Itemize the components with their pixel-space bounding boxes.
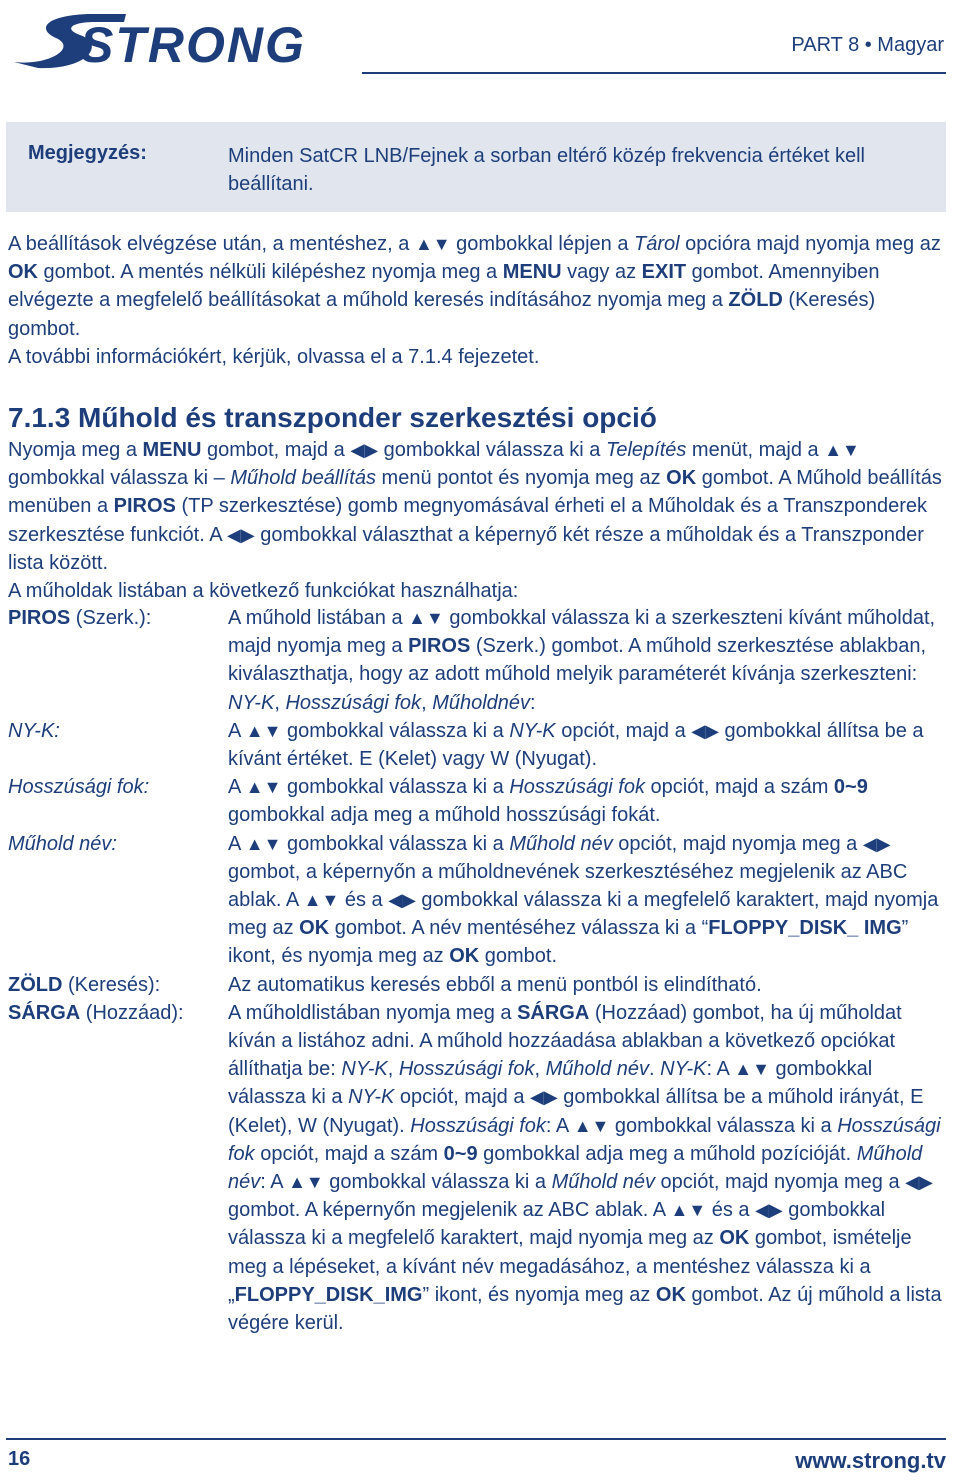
def-desc-sarga: A műholdlistában nyomja meg a SÁRGA (Hozzáad) gombot, ha új műholdat kíván a listához adni. A műhold hozzáadása ablakban a következő opciókat állíthatja be: NY-K, Hosszúsági fok, Műhold név. NY-K: A ▲▼ gombokkal válassza ki a NY-K opciót, majd a ◀▶ gombokkal állítsa be a műhold irányát, E (Kelet), W (Nyugat). Hosszúsági fok: A ▲▼ gombokkal válassza ki a Hosszúsági fok opciót, majd a szám 0~9 gombokkal adja meg a műhold pozícióját. Műhold név: A ▲▼ gombokkal válassza ki a Műhold név opciót, majd nyomja meg a ◀▶ gombot. A képernyőn megjelenik az ABC ablak. A ▲▼ és a ◀▶ gombokkal válassza ki a megfelelő karaktert, majd nyomja meg az OK gombot, ismételje meg a lépéseket, a kívánt név megadásához, a mentéshez válassza ki a „FLOPPY_DISK_IMG” ikont, és nyomja meg az OK gombot. Az új műhold a lista végére kerül. xyxy=(228,1001,942,1335)
def-desc-piros: A műhold listában a ▲▼ gombokkal válassza ki a szerkeszteni kívánt műholdat, majd nyomja meg a PIROS (Szerk.) gombot. A műhold szerkesztése ablakban, kiválaszthatja, hogy az adott műhold melyik paraméterét kívánja szerkeszteni: NY-K, Hosszúsági fok, Műholdnév: xyxy=(228,607,936,714)
up-down-arrows-icon: ▲▼ xyxy=(414,234,451,254)
def-row-zold xyxy=(8,971,948,999)
up-down-arrows-icon: ▲▼ xyxy=(670,1200,707,1221)
edit-intro-paragraph: Nyomja meg a MENU gombot, majd a ◀▶ gombokkal válassza ki a Telepítés menüt, majd a ▲▼ gombokkal válassza ki – Műhold beállítás menü pontot és nyomja meg az OK gombot. A Műhold beállítás menüben a PIROS (TP szerkesztése) gomb megnyomásával érheti el a Műholdak és a Transzponderek szerkesztése funkciót. A ◀▶ gombokkal választhat a képernyő két része a műholdak és a Transzponder lista között. A műholdak listában a következő funkciókat használhatja: xyxy=(8,439,942,603)
def-term-hosszusagi-fok: Hosszúsági fok: xyxy=(8,776,150,799)
def-row-hosszusagi-fok xyxy=(8,773,948,829)
up-down-arrows-icon: ▲▼ xyxy=(303,890,340,911)
def-term-piros: PIROS (Szerk.): xyxy=(8,607,152,629)
def-desc-zold: Az automatikus keresés ebből a menü pontból is elindítható. xyxy=(228,973,762,996)
def-desc-muhold-nev: A ▲▼ gombokkal válassza ki a Műhold név opciót, majd nyomja meg a ◀▶ gombot, a képernyőn a műholdnevének szerkesztéséhez megjelenik az ABC ablak. A ▲▼ és a ◀▶ gombokkal válassza ki a megfelelő karaktert, majd nyomja meg az OK gombot. A név mentéséhez válassza ki a “FLOPPY_DISK_ IMG” ikont, és nyomja meg az OK gombot. xyxy=(228,832,939,968)
def-desc-hosszusagi-fok: A ▲▼ gombokkal válassza ki a Hosszúsági fok opciót, majd a szám 0~9 gombokkal adja meg a műhold hosszúsági fokát. xyxy=(228,776,868,827)
section-label: PART 8 • Magyar xyxy=(791,34,944,56)
website-link[interactable]: www.strong.tv xyxy=(795,1448,946,1473)
left-right-arrows-icon: ◀▶ xyxy=(862,833,891,854)
function-definition-list xyxy=(8,604,948,1337)
logo-wordmark: STRONG xyxy=(80,17,306,70)
def-row-nyk xyxy=(8,717,948,773)
up-down-arrows-icon: ▲▼ xyxy=(245,777,282,798)
def-term-nyk: NY-K: xyxy=(8,719,60,742)
up-down-arrows-icon: ▲▼ xyxy=(573,1115,610,1136)
up-down-arrows-icon: ▲▼ xyxy=(408,608,444,628)
left-right-arrows-icon: ◀▶ xyxy=(905,1172,933,1193)
note-box xyxy=(6,122,946,212)
def-desc-nyk: A ▲▼ gombokkal válassza ki a NY-K opciót, majd a ◀▶ gombokkal állítsa be a kívánt értéket. E (Kelet) vagy W (Nyugat). xyxy=(228,719,924,771)
up-down-arrows-icon: ▲▼ xyxy=(734,1059,770,1080)
def-row-muhold-nev xyxy=(8,830,948,971)
def-term-zold: ZÖLD (Keresés): xyxy=(8,973,161,996)
header-divider xyxy=(362,72,946,74)
left-right-arrows-icon: ◀▶ xyxy=(227,524,255,545)
footer-divider xyxy=(6,1438,946,1440)
note-label: Megjegyzés: xyxy=(28,142,147,164)
left-right-arrows-icon: ◀▶ xyxy=(691,720,719,741)
def-row-piros xyxy=(8,604,948,717)
def-term-sarga: SÁRGA (Hozzáad): xyxy=(8,1001,184,1024)
save-instructions-paragraph: A beállítások elvégzése után, a mentéshez, a ▲▼ gombokkal lépjen a Tárol opcióra majd nyomja meg az OK gombot. A mentés nélküli kilépéshez nyomja meg a MENU vagy az EXIT gombot. Amennyiben elvégezte a megfelelő beállításokat a műhold keresés indításához nyomja meg a ZÖLD (Keresés) gombot. A további információkért, kérjük, olvassa el a 7.1.4 fejezetet. xyxy=(8,233,941,368)
def-row-sarga xyxy=(8,999,948,1337)
left-right-arrows-icon: ◀▶ xyxy=(530,1087,558,1108)
page-number: 16 xyxy=(8,1448,31,1470)
strong-logo xyxy=(8,8,308,70)
up-down-arrows-icon: ▲▼ xyxy=(245,720,282,741)
section-heading: 7.1.3 Műhold és transzponder szerkesztési opció xyxy=(8,402,657,433)
left-right-arrows-icon: ◀▶ xyxy=(755,1200,783,1221)
def-term-muhold-nev: Műhold név: xyxy=(8,832,117,855)
up-down-arrows-icon: ▲▼ xyxy=(288,1172,324,1193)
note-text: Minden SatCR LNB/Fejnek a sorban eltérő közép frekvencia értéket kell beállítani. xyxy=(228,145,865,195)
reference-sentence: A további információkért, kérjük, olvassa el a 7.1.4 fejezetet. xyxy=(8,345,540,368)
left-right-arrows-icon: ◀▶ xyxy=(388,890,416,911)
functions-intro: A műholdak listában a következő funkciókat használhatja: xyxy=(8,580,519,603)
up-down-arrows-icon: ▲▼ xyxy=(824,440,860,460)
left-right-arrows-icon: ◀▶ xyxy=(350,440,379,460)
up-down-arrows-icon: ▲▼ xyxy=(245,833,282,854)
